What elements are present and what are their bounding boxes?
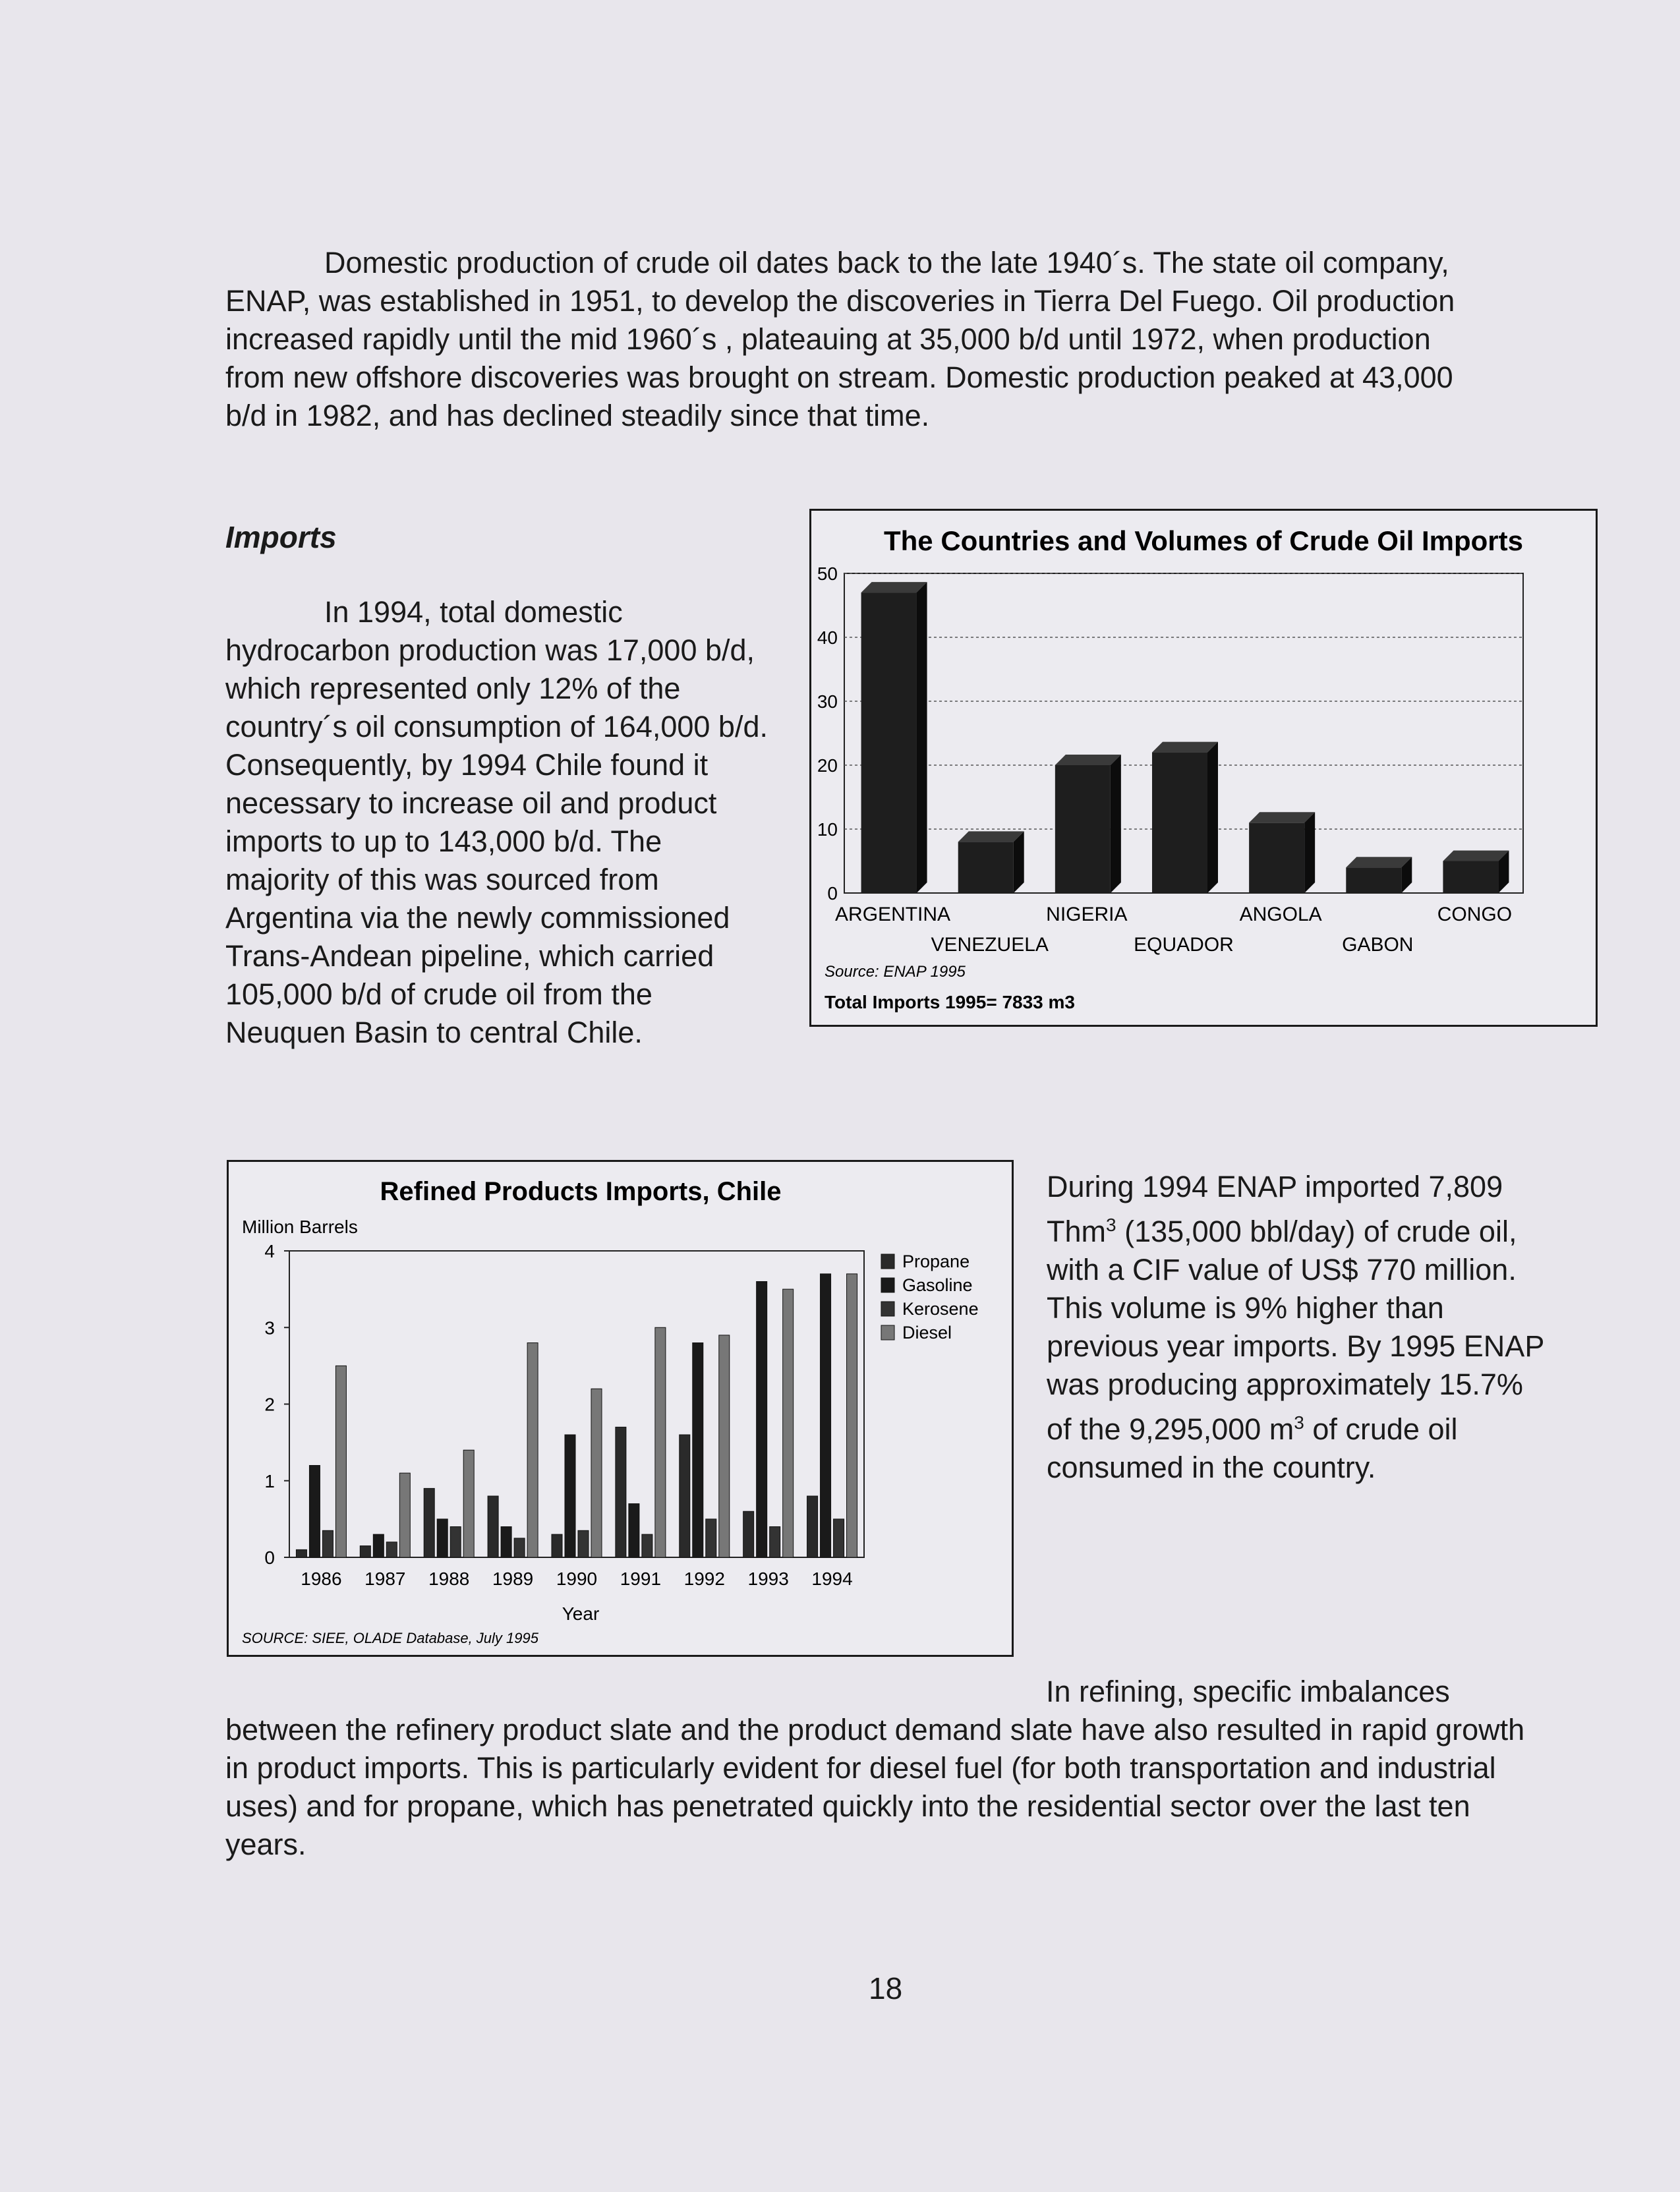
legend-label: Diesel bbox=[902, 1323, 952, 1342]
legend-label: Kerosene bbox=[902, 1299, 979, 1319]
bar-gasoline bbox=[309, 1466, 320, 1558]
x-tick-label: CONGO bbox=[1437, 904, 1513, 925]
bar-gasoline bbox=[565, 1435, 575, 1557]
bar-kerosene bbox=[578, 1530, 589, 1557]
bar-propane bbox=[424, 1488, 434, 1557]
bar-kerosene bbox=[450, 1527, 461, 1558]
y-tick-label: 20 bbox=[817, 755, 838, 776]
bar-diesel bbox=[527, 1343, 538, 1558]
enap-imports-paragraph: During 1994 ENAP imported 7,809 Thm$^3$ (135,000 bbl/day) of crude oil, with a CIF value of US$ 770 million. This volume is 9% higher than previous year imports. By 1995 ENAP was producing approximately 15.7% of the 9,295,000 $m^3$ of crude oil consumed in the country. bbox=[1047, 1170, 1544, 1484]
bar-gasoline bbox=[373, 1534, 384, 1557]
bar bbox=[958, 842, 1014, 893]
bar-propane bbox=[807, 1496, 818, 1557]
bar-gasoline bbox=[757, 1282, 767, 1558]
legend-swatch bbox=[881, 1325, 894, 1340]
y-tick-label: 50 bbox=[817, 563, 838, 584]
bar-top bbox=[958, 831, 1024, 842]
bar bbox=[1055, 765, 1111, 893]
x-tick-label: ARGENTINA bbox=[835, 904, 951, 925]
y-tick-label: 30 bbox=[817, 691, 838, 712]
bar-top bbox=[1055, 755, 1121, 765]
bar-side bbox=[917, 582, 927, 893]
bar-gasoline bbox=[693, 1343, 703, 1558]
y-axis-label: Million Barrels bbox=[242, 1217, 358, 1237]
bar-propane bbox=[616, 1427, 626, 1557]
refined-products-chart-svg bbox=[229, 1162, 1012, 1655]
x-tick-label: 1990 bbox=[556, 1569, 598, 1589]
bar-diesel bbox=[719, 1335, 730, 1557]
legend-swatch bbox=[881, 1302, 894, 1316]
bar bbox=[861, 592, 917, 893]
bar bbox=[1346, 867, 1401, 893]
page-number: 18 bbox=[869, 1971, 903, 2005]
x-tick-label: ANGOLA bbox=[1239, 904, 1322, 925]
bar-top bbox=[1443, 851, 1509, 861]
bar-diesel bbox=[783, 1289, 794, 1557]
bar-gasoline bbox=[629, 1504, 639, 1557]
bar-diesel bbox=[335, 1366, 346, 1557]
y-tick-label: 4 bbox=[264, 1241, 275, 1261]
bar-side bbox=[1014, 831, 1024, 893]
x-tick-label: 1988 bbox=[428, 1569, 470, 1589]
bar-propane bbox=[360, 1546, 370, 1557]
refining-paragraph: In refining, specific imbalances between the refinery product slate and the product demand slate have also resulted in rapid growth in product imports. This is particularly evident for diesel fuel (for both transportation and industrial uses) and for propane, which has penetrated quickly into the residential sector over the last ten years. bbox=[225, 1675, 1525, 1861]
chart-total: Total Imports 1995= 7833 m3 bbox=[825, 992, 1075, 1012]
legend-label: Propane bbox=[902, 1252, 970, 1271]
bar-kerosene bbox=[642, 1534, 652, 1557]
bar-kerosene bbox=[386, 1542, 397, 1557]
x-axis-label: Year bbox=[562, 1603, 600, 1624]
x-tick-label: 1994 bbox=[811, 1569, 853, 1589]
bar-side bbox=[1207, 742, 1218, 893]
bar-gasoline bbox=[821, 1274, 831, 1557]
x-tick-label: GABON bbox=[1342, 934, 1414, 956]
bar-diesel bbox=[591, 1389, 602, 1557]
crude-imports-chart-svg bbox=[811, 511, 1596, 1025]
bar-top bbox=[1152, 742, 1218, 753]
bar-top bbox=[1249, 812, 1315, 822]
bar-propane bbox=[680, 1435, 690, 1557]
plot-area bbox=[289, 1251, 864, 1557]
bar-top bbox=[861, 582, 927, 592]
chart-title: Refined Products Imports, Chile bbox=[380, 1177, 782, 1206]
chart-source: SOURCE: SIEE, OLADE Database, July 1995 bbox=[242, 1630, 538, 1646]
x-tick-label: NIGERIA bbox=[1046, 904, 1128, 925]
x-tick-label: EQUADOR bbox=[1134, 934, 1234, 956]
bar bbox=[1249, 822, 1304, 893]
chart-title: The Countries and Volumes of Crude Oil Imports bbox=[884, 525, 1523, 556]
bar-side bbox=[1304, 812, 1315, 893]
x-tick-label: 1986 bbox=[301, 1569, 342, 1589]
y-tick-label: 1 bbox=[264, 1470, 275, 1491]
bar-gasoline bbox=[501, 1527, 511, 1558]
intro-paragraph: Domestic production of crude oil dates back to the late 1940´s. The state oil company, ENAP, was established in 1951, to develop the discoveries in Tierra Del Fuego. Oil production increased rapidly until the mid 1960´s , plateauing at 35,000 b/d until 1972, when production from new offshore discoveries was brought on stream. Domestic production peaked at 43,000 b/d in 1982, and has declined steadily since that time. bbox=[225, 246, 1455, 432]
bar-gasoline bbox=[437, 1519, 448, 1557]
x-tick-label: 1993 bbox=[747, 1569, 789, 1589]
y-tick-label: 10 bbox=[817, 819, 838, 840]
bar-diesel bbox=[655, 1327, 666, 1557]
bar-kerosene bbox=[770, 1527, 780, 1558]
bar-diesel bbox=[847, 1274, 857, 1557]
y-tick-label: 0 bbox=[827, 883, 838, 904]
legend-swatch bbox=[881, 1278, 894, 1292]
y-tick-label: 2 bbox=[264, 1394, 275, 1415]
imports-heading: Imports bbox=[225, 520, 337, 554]
imports-paragraph: In 1994, total domestic hydrocarbon production was 17,000 b/d, which represented only 12% of the country´s oil consumption of 164,000 b/d. Consequently, by 1994 Chile found it necessary to increase oil and product imports to up to 143,000 b/d. The majority of this was sourced from Argentina via the newly commissioned Trans-Andean pipeline, which carried 105,000 b/d of crude oil from the Neuquen Basin to central Chile. bbox=[225, 595, 768, 1049]
bar-diesel bbox=[399, 1473, 410, 1557]
bar-propane bbox=[552, 1534, 562, 1557]
y-tick-label: 3 bbox=[264, 1317, 275, 1339]
bar-propane bbox=[296, 1549, 306, 1557]
chart-source: Source: ENAP 1995 bbox=[825, 963, 966, 981]
crude-imports-chart bbox=[809, 509, 1598, 1027]
bar-propane bbox=[488, 1496, 498, 1557]
x-tick-label: 1987 bbox=[364, 1569, 406, 1589]
bar-top bbox=[1346, 857, 1412, 867]
x-tick-label: 1991 bbox=[620, 1569, 662, 1589]
y-tick-label: 40 bbox=[817, 627, 838, 648]
x-tick-label: VENEZUELA bbox=[931, 934, 1049, 956]
bar-kerosene bbox=[706, 1519, 716, 1557]
bar-kerosene bbox=[322, 1530, 333, 1557]
bar-diesel bbox=[463, 1450, 474, 1557]
bar bbox=[1152, 753, 1207, 893]
x-tick-label: 1992 bbox=[683, 1569, 725, 1589]
bar bbox=[1443, 861, 1498, 894]
legend-swatch bbox=[881, 1254, 894, 1269]
legend-label: Gasoline bbox=[902, 1275, 973, 1295]
bar-side bbox=[1111, 755, 1121, 893]
y-tick-label: 0 bbox=[264, 1547, 275, 1568]
bar-kerosene bbox=[834, 1519, 844, 1557]
bar-kerosene bbox=[514, 1538, 525, 1557]
refined-products-chart bbox=[227, 1160, 1014, 1657]
x-tick-label: 1989 bbox=[492, 1569, 534, 1589]
bar-propane bbox=[743, 1511, 754, 1557]
